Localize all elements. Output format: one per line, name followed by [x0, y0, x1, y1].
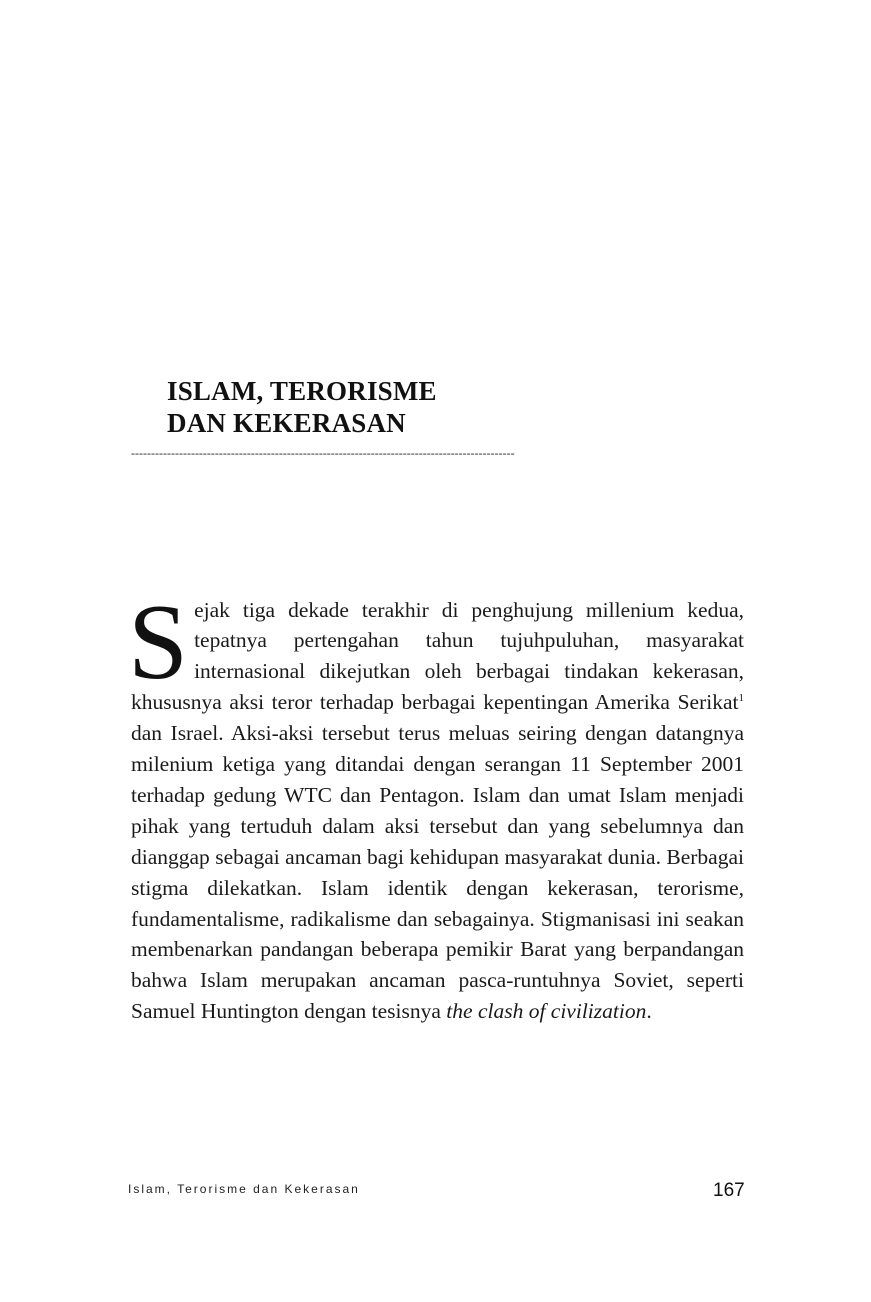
page-number: 167 [713, 1180, 745, 1201]
footnote-marker[interactable]: 1 [738, 692, 744, 705]
chapter-title [167, 375, 437, 439]
chapter-title-line-1: ISLAM, TERORISME [167, 376, 437, 406]
drop-cap: S [128, 582, 189, 702]
dashed-divider: ------------------------------------------------------------------------------------------------ [131, 446, 515, 460]
chapter-title-line-2: DAN KEKERASAN [167, 408, 406, 438]
running-footer-title: Islam, Terorisme dan Kekerasan [128, 1182, 360, 1196]
body-paragraph [128, 582, 744, 1028]
body-text-part-2: dan Israel. Aksi-aksi tersebut terus meluas seiring dengan datangnya milenium ketiga yang ditandai dengan serangan 11 September 2001 terhadap gedung WTC dan Pentagon. Islam dan umat Islam menjadi pihak yang tertuduh dalam aksi tersebut dan yang sebelumnya dan dianggap sebagai ancaman bagi kehidupan masyarakat dunia. Berbagai stigma dilekatkan. Islam identik dengan kekerasan, terorisme, fundamentalisme, radikalisme dan sebagainya. Stigmanisasi ini seakan membenarkan pandangan beberapa pemikir Barat yang berpandangan bahwa Islam merupakan ancaman pasca-runtuhnya Soviet, seperti Samuel Huntington dengan tesisnya [131, 721, 744, 1024]
body-end-punctuation: . [646, 999, 652, 1024]
body-text-part-1: ejak tiga dekade terakhir di penghujung millenium kedua, tepatnya pertengahan tahun tujuhpuluhan, masyarakat internasional dikejutkan oleh berbagai tindakan kekerasan, khususnya aksi teror terhadap berbagai kepentingan Amerika Serikat [131, 597, 744, 715]
italic-phrase: the clash of civilization [446, 999, 647, 1024]
